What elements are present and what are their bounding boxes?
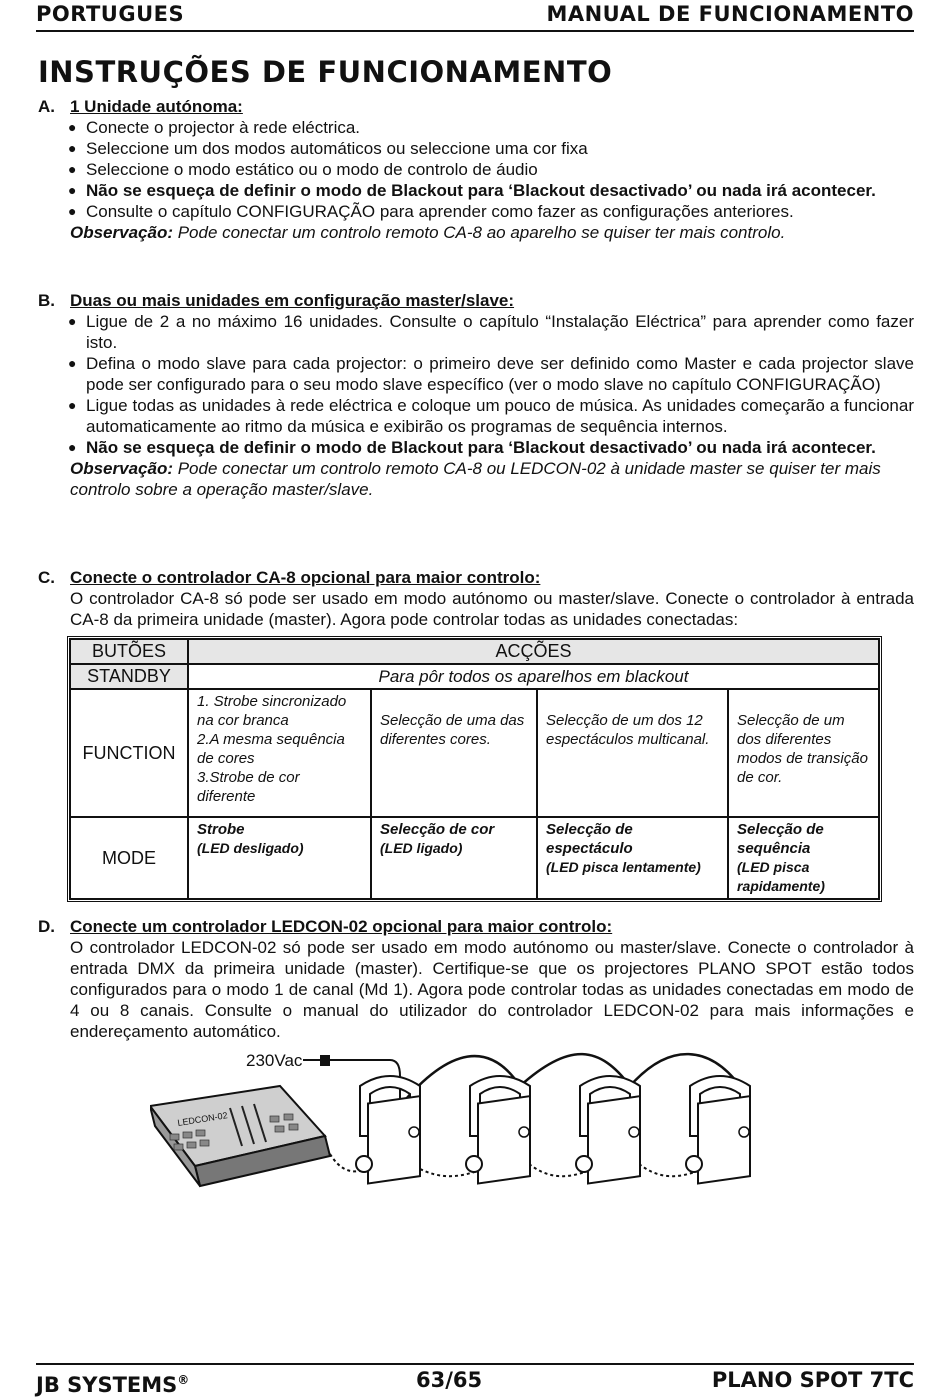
- section-c-heading: C. Conecte o controlador CA-8 opcional para maior controlo:: [38, 568, 541, 587]
- mode-cell-2: Selecção de cor (LED ligado): [371, 817, 537, 899]
- page-title: INSTRUÇÕES DE FUNCIONAMENTO: [38, 55, 613, 89]
- section-a-heading: A. 1 Unidade autónoma:: [38, 97, 243, 116]
- function-label: FUNCTION: [70, 689, 188, 817]
- list-item: ● Consulte o capítulo CONFIGURAÇÃO para aprender como fazer as configurações anteriores.: [68, 202, 794, 221]
- header-rule: [36, 30, 914, 32]
- connection-diagram-svg: [150, 1046, 860, 1296]
- list-item: ● Conecte o projector à rede eléctrica.: [68, 118, 361, 137]
- header-manual-title: MANUAL DE FUNCIONAMENTO: [546, 2, 914, 26]
- mode-label: MODE: [70, 817, 188, 899]
- page-header: [36, 2, 914, 28]
- mode-cell-3: Selecção de espectáculo (LED pisca lentamente): [537, 817, 728, 899]
- mode-cell-1: Strobe (LED desligado): [188, 817, 371, 899]
- function-cell-1: 1. Strobe sincronizado na cor branca 2.A mesma sequência de cores 3.Strobe de cor diferente: [188, 689, 371, 817]
- list-item: ● Seleccione um dos modos automáticos ou seleccione uma cor fixa: [68, 139, 588, 158]
- footer-product: PLANO SPOT 7TC: [711, 1368, 914, 1392]
- section-a-note: Observação: Pode conectar um controlo remoto CA-8 ao aparelho se quiser ter mais controlo.: [70, 223, 786, 242]
- section-d-heading: D. Conecte um controlador LEDCON-02 opcional para maior controlo:: [38, 917, 613, 936]
- list-item: ● Ligue todas as unidades à rede eléctrica e coloque um pouco de música. As unidades começarão a funcionar automaticamente ao ritmo da música e exibirão os programas de sequência internos.: [68, 396, 914, 436]
- table-header-buttons: BUTÕES: [70, 639, 188, 664]
- list-item: ● Ligue de 2 a no máximo 16 unidades. Consulte o capítulo “Instalação Eléctrica” para aprender como fazer isto.: [68, 312, 914, 352]
- section-b-list: [38, 311, 914, 458]
- function-cell-2: Selecção de uma das diferentes cores.: [371, 689, 537, 817]
- section-b-note: Observação: Pode conectar um controlo remoto CA-8 ou LEDCON-02 à unidade master se quiser ter mais controlo sobre a operação master/slave.: [70, 459, 881, 499]
- mode-cell-4: Selecção de sequência (LED pisca rapidamente): [728, 817, 879, 899]
- list-item: ● Não se esqueça de definir o modo de Blackout para ‘Blackout desactivado’ ou nada irá acontecer.: [68, 438, 876, 457]
- buttons-actions-table: [67, 636, 882, 902]
- section-b: [38, 290, 914, 500]
- ledcon-02-controller-icon: [150, 1086, 330, 1186]
- controller-label: LEDCON-02: [176, 1110, 229, 1128]
- projector-icon: [686, 1076, 750, 1183]
- projector-icon: [466, 1076, 530, 1183]
- section-a: [38, 96, 914, 243]
- function-cell-3: Selecção de um dos 12 espectáculos multicanal.: [537, 689, 728, 817]
- projector-icon: [576, 1076, 640, 1183]
- section-a-list: [38, 117, 914, 222]
- standby-label: STANDBY: [70, 664, 188, 689]
- footer-rule: [36, 1363, 914, 1365]
- section-c-text: O controlador CA-8 só pode ser usado em modo autónomo ou master/slave. Conecte o controlador à entrada CA-8 da primeira unidade (master). Agora pode controlar todas as unidades conectadas:: [70, 589, 914, 629]
- page-footer: [36, 1366, 914, 1396]
- standby-text: Para pôr todos os aparelhos em blackout: [188, 664, 879, 689]
- section-d-text: O controlador LEDCON-02 só pode ser usado em modo autónomo ou master/slave. Conecte o controlador à entrada DMX da primeira unidade (master). Certifique-se que os projectores PLANO SPOT estão todos configurados para o modo 1 de canal (Md 1). Agora pode controlar todas as unidades conectadas em modo de 4 ou 8 canais. Consulte o manual do utilizador do controlador LEDCON-02 para mais informações e endereçamento automático.: [70, 938, 914, 1041]
- list-item: ● Seleccione o modo estático ou o modo de controlo de áudio: [68, 160, 538, 179]
- power-plug-icon: [320, 1055, 330, 1066]
- list-item: ● Defina o modo slave para cada projector: o primeiro deve ser definido como Master e cada projector slave pode ser configurado para o seu modo slave específico (ver o modo slave no capítulo CONFIGURAÇÃO): [68, 354, 914, 394]
- section-d: [38, 916, 914, 1042]
- section-c: [38, 567, 914, 630]
- function-cell-4: Selecção de um dos diferentes modos de transição de cor.: [728, 689, 879, 817]
- power-label: 230Vac: [246, 1051, 303, 1070]
- projector-icon: [356, 1076, 420, 1183]
- table-header-actions: ACÇÕES: [188, 639, 879, 664]
- header-language: PORTUGUES: [36, 2, 185, 26]
- connection-diagram: [150, 1046, 860, 1296]
- footer-page-number: 63/65: [416, 1368, 483, 1392]
- section-b-heading: B. Duas ou mais unidades em configuração master/slave:: [38, 291, 515, 310]
- footer-brand: JB SYSTEMS®: [36, 1373, 190, 1397]
- list-item: ● Não se esqueça de definir o modo de Blackout para ‘Blackout desactivado’ ou nada irá acontecer.: [68, 181, 876, 200]
